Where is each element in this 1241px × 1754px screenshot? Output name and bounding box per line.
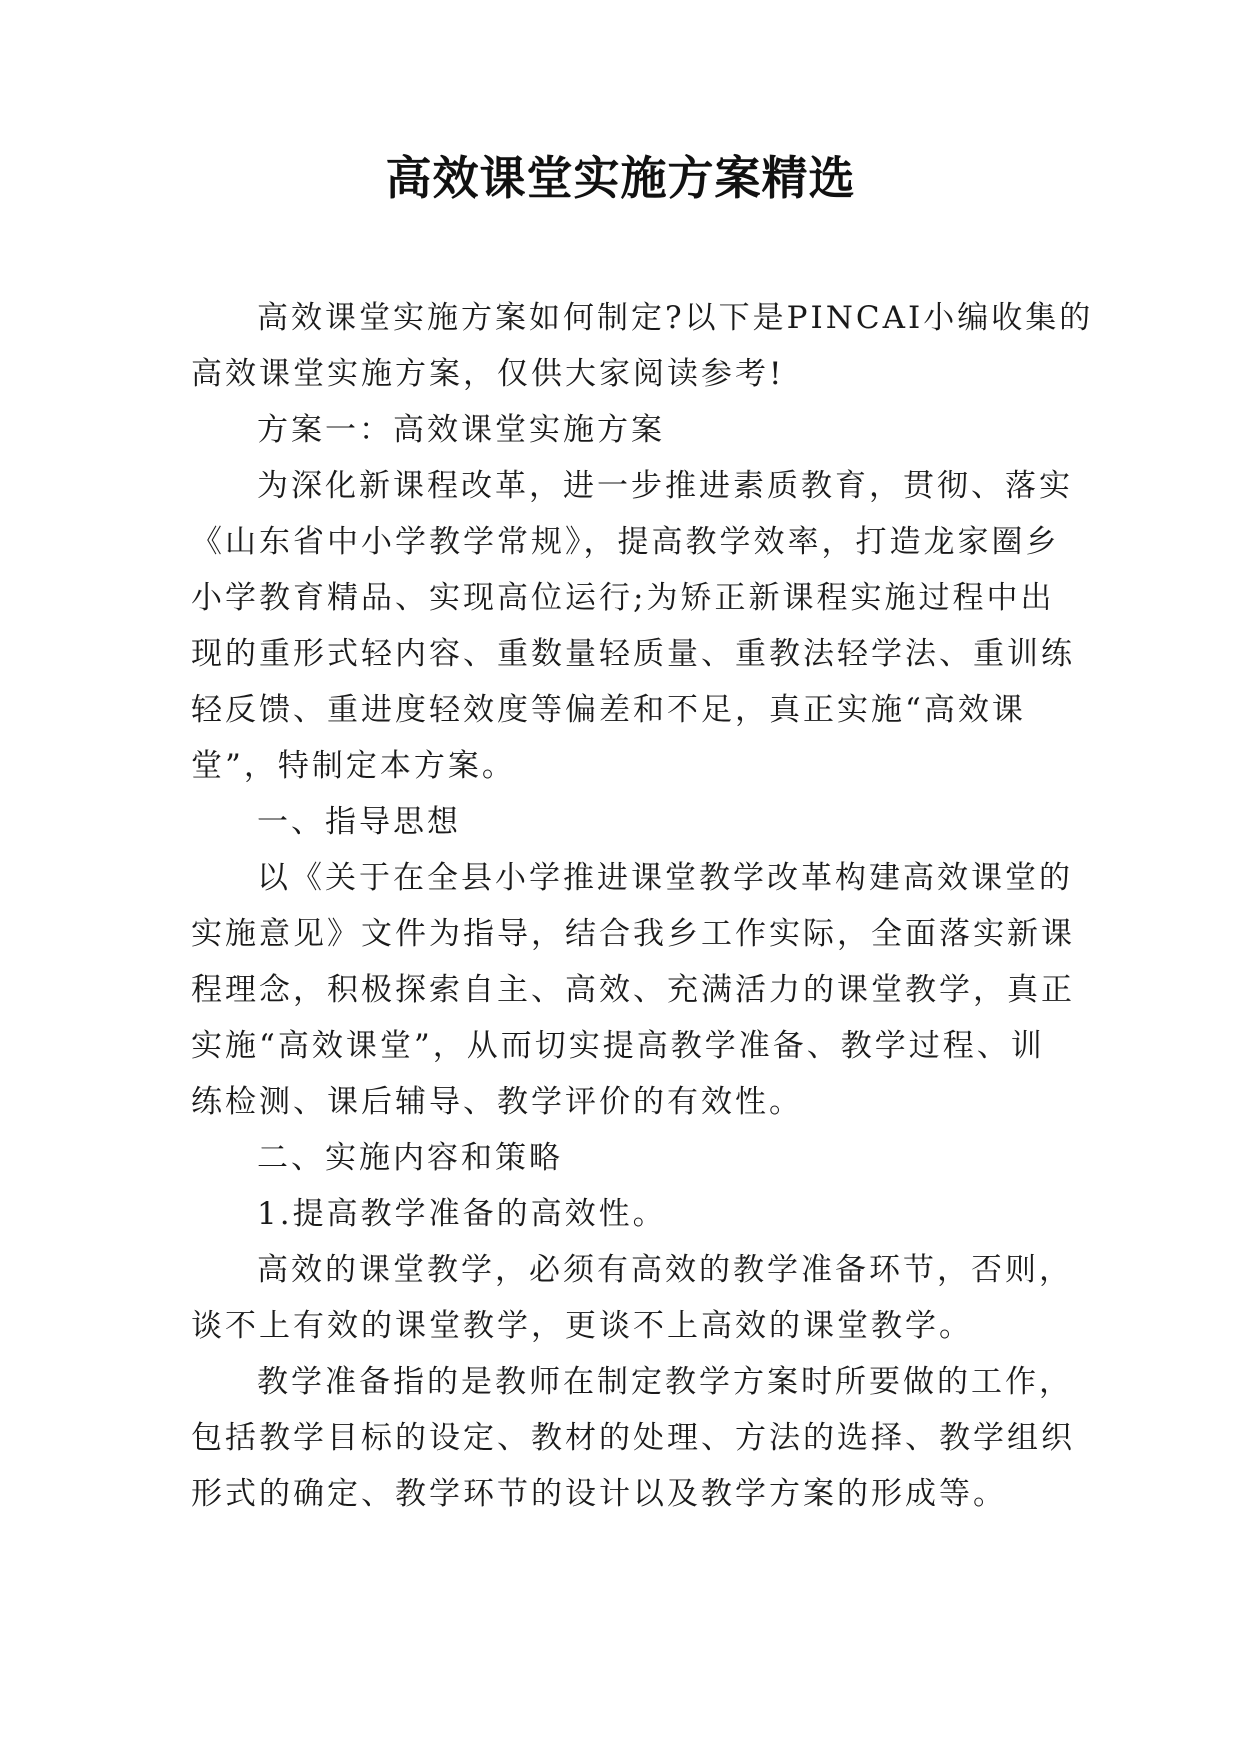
text-line: 为深化新课程改革，进一步推进素质教育，贯彻、落实 [257,468,1073,504]
text-line: 高效课堂实施方案，仅供大家阅读参考! [191,356,785,392]
text-line: 一、指导思想 [257,804,461,840]
text-line: 《山东省中小学教学常规》，提高教学效率，打造龙家圈乡 [191,524,1060,560]
text-line: 方案一：高效课堂实施方案 [257,412,665,448]
text-line: 以《关于在全县小学推进课堂教学改革构建高效课堂的 [257,860,1073,896]
text-line: 小学教育精品、实现高位运行;为矫正新课程实施过程中出 [191,580,1055,616]
text-line: 实施“高效课堂”，从而切实提高教学准备、教学过程、训 [191,1028,1045,1064]
document-title: 高效课堂实施方案精选 [385,151,856,205]
text-line: 高效课堂实施方案如何制定?以下是PINCAI小编收集的 [257,300,1094,336]
text-line: 堂”，特制定本方案。 [191,748,516,784]
text-line: 形式的确定、教学环节的设计以及教学方案的形成等。 [191,1476,1007,1512]
document-body [191,290,1094,1522]
text-line: 谈不上有效的课堂教学，更谈不上高效的课堂教学。 [191,1308,973,1344]
text-line: 轻反馈、重进度轻效度等偏差和不足，真正实施“高效课 [191,692,1026,728]
text-line: 高效的课堂教学，必须有高效的教学准备环节，否则， [257,1252,1073,1288]
text-line: 实施意见》文件为指导，结合我乡工作实际，全面落实新课 [191,916,1075,952]
text-line: 教学准备指的是教师在制定教学方案时所要做的工作， [257,1364,1073,1400]
text-line: 二、实施内容和策略 [257,1140,563,1176]
text-line: 1.提高教学准备的高效性。 [257,1196,667,1232]
text-line: 现的重形式轻内容、重数量轻质量、重教法轻学法、重训练 [191,636,1075,672]
text-line: 程理念，积极探索自主、高效、充满活力的课堂教学，真正 [191,972,1075,1008]
text-line: 练检测、课后辅导、教学评价的有效性。 [191,1084,803,1120]
text-line: 包括教学目标的设定、教材的处理、方法的选择、教学组织 [191,1420,1075,1456]
